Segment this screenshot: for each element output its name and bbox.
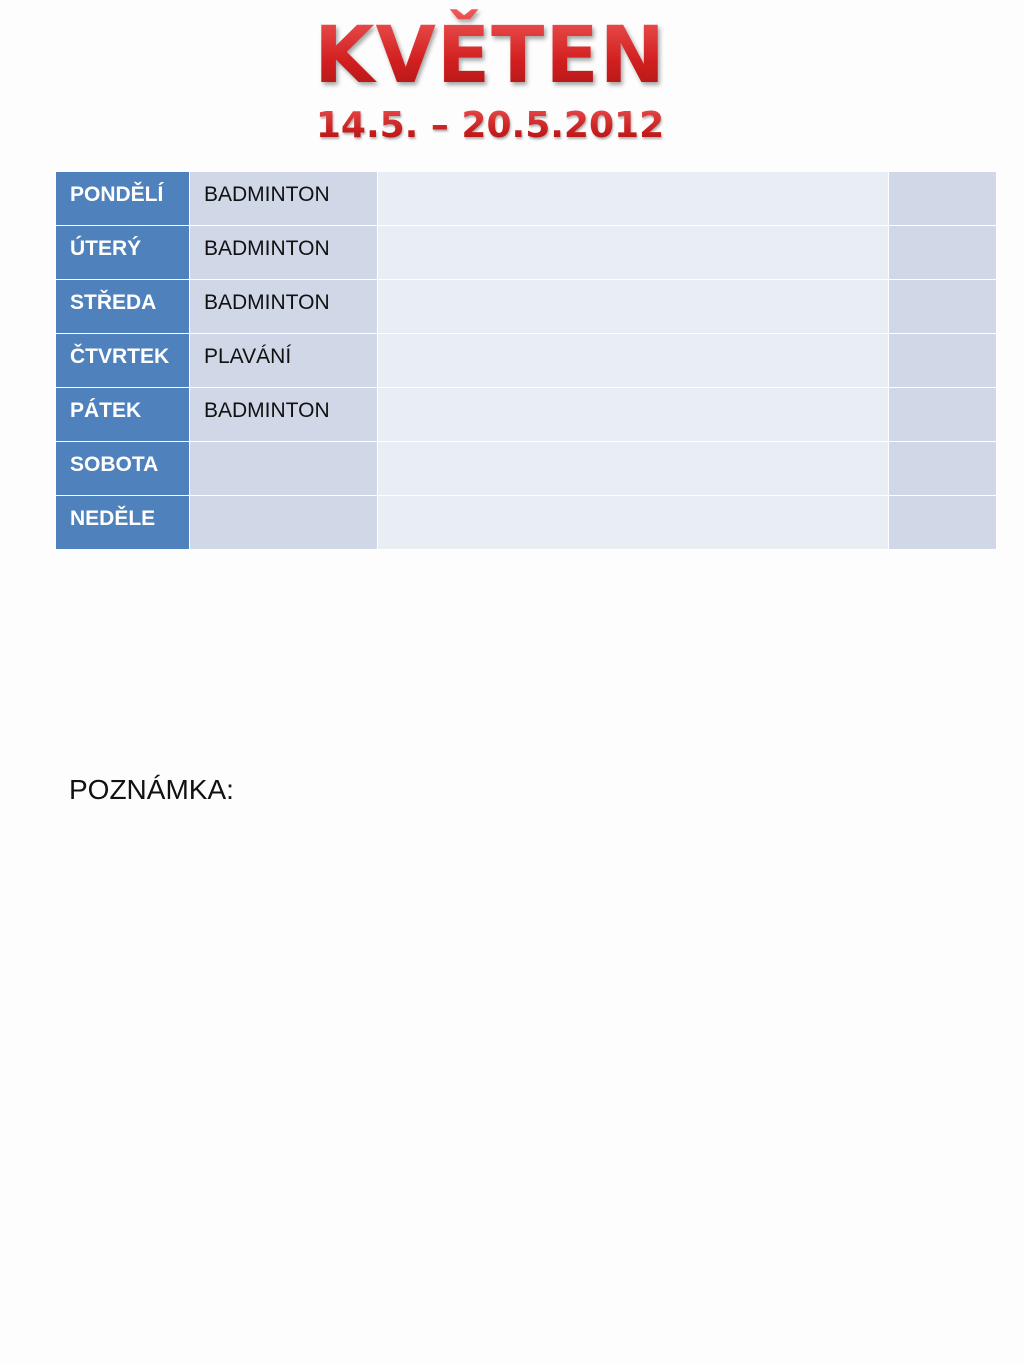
extra-cell <box>889 496 997 550</box>
notes-cell <box>378 496 889 550</box>
table-row <box>56 172 997 226</box>
day-cell: STŘEDA <box>56 280 190 334</box>
extra-cell <box>889 226 997 280</box>
extra-cell <box>889 280 997 334</box>
notes-cell <box>378 280 889 334</box>
day-cell: PÁTEK <box>56 388 190 442</box>
table-row <box>56 442 997 496</box>
day-cell: ÚTERÝ <box>56 226 190 280</box>
table-row <box>56 496 997 550</box>
extra-cell <box>889 172 997 226</box>
table-row <box>56 226 997 280</box>
table-row <box>56 334 997 388</box>
extra-cell <box>889 442 997 496</box>
activity-cell <box>190 496 378 550</box>
notes-cell <box>378 172 889 226</box>
date-range: 14.5. – 20.5.2012 <box>0 104 980 148</box>
notes-cell <box>378 226 889 280</box>
activity-cell: BADMINTON <box>190 226 378 280</box>
activity-cell: PLAVÁNÍ <box>190 334 378 388</box>
notes-cell <box>378 334 889 388</box>
activity-cell: BADMINTON <box>190 280 378 334</box>
table-row <box>56 280 997 334</box>
notes-cell <box>378 442 889 496</box>
notes-cell <box>378 388 889 442</box>
day-cell: PONDĚLÍ <box>56 172 190 226</box>
day-cell: NEDĚLE <box>56 496 190 550</box>
extra-cell <box>889 334 997 388</box>
weekly-schedule-table <box>55 171 997 550</box>
day-cell: SOBOTA <box>56 442 190 496</box>
activity-cell <box>190 442 378 496</box>
table-row <box>56 388 997 442</box>
extra-cell <box>889 388 997 442</box>
day-cell: ČTVRTEK <box>56 334 190 388</box>
note-label: POZNÁMKA: <box>69 774 234 805</box>
activity-cell: BADMINTON <box>190 388 378 442</box>
page-title: KVĚTEN <box>0 8 980 104</box>
activity-cell: BADMINTON <box>190 172 378 226</box>
